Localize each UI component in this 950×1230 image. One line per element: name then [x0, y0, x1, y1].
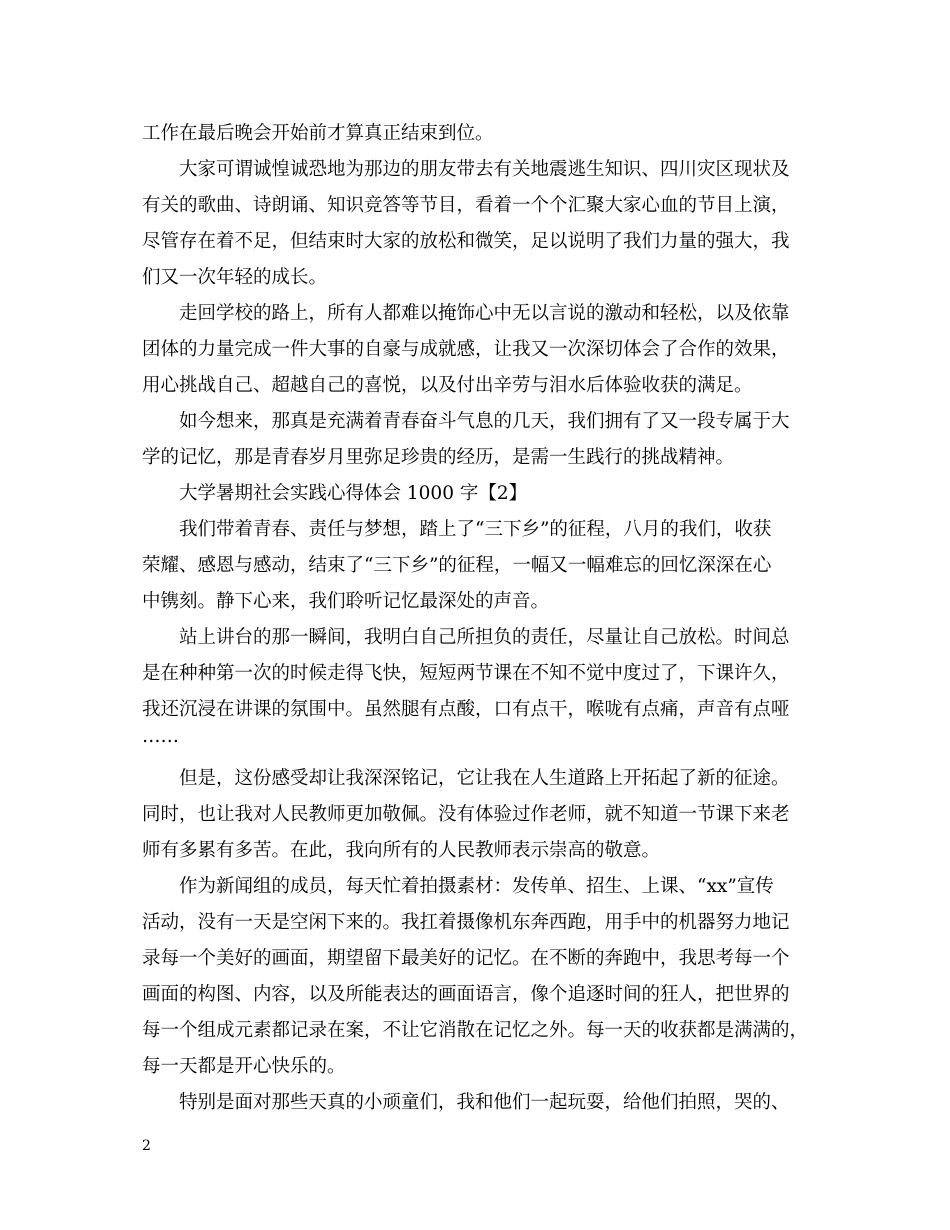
text-line: 我还沉浸在讲课的氛围中。虽然腿有点酸，口有点干，喉咙有点痛，声音有点哑: [142, 699, 790, 720]
text-line: 画面的构图、内容，以及所能表达的画面语言，像个追逐时间的狂人，把世界的: [142, 984, 790, 1005]
text-line: 是在种种第一次的时候走得飞快，短短两节课在不知不觉中度过了，下课许久，: [142, 663, 790, 684]
text-line: 录每一个美好的画面，期望留下最美好的记忆。在不断的奔跑中，我思考每一个: [142, 948, 790, 969]
text-line: 用心挑战自己、超越自己的喜悦，以及付出辛劳与泪水后体验收获的满足。: [142, 375, 753, 396]
text-line: 站上讲台的那一瞬间，我明白自己所担负的责任，尽量让自己放松。时间总: [179, 627, 790, 648]
text-line: 作为新闻组的成员，每天忙着拍摄素材：发传单、招生、上课、“xx”宣传: [179, 876, 774, 897]
text-line: 但是，这份感受却让我深深铭记，它让我在人生道路上开拓起了新的征途。: [179, 768, 790, 789]
text-line: 师有多累有多苦。在此，我向所有的人民教师表示崇高的敬意。: [142, 840, 661, 861]
text-line: 每一个组成元素都记录在案，不让它消散在记忆之外。每一天的收获都是满满的，: [142, 1020, 809, 1041]
text-line: 工作在最后晚会开始前才算真正结束到位。: [142, 123, 494, 144]
text-line: 我们带着青春、责任与梦想，踏上了“三下乡”的征程，八月的我们，收获: [179, 519, 772, 540]
text-line: 尽管存在着不足，但结束时大家的放松和微笑，足以说明了我们力量的强大，我: [142, 231, 790, 252]
text-line: 活动，没有一天是空闲下来的。我扛着摄像机东奔西跑，用手中的机器努力地记: [142, 912, 790, 933]
text-line: 走回学校的路上，所有人都难以掩饰心中无以言说的激动和轻松，以及依靠: [179, 303, 790, 324]
text-line: 们又一次年轻的成长。: [142, 267, 328, 288]
page-number: 2: [142, 1138, 151, 1154]
section-heading: 大学暑期社会实践心得体会 1000 字【2】: [179, 483, 528, 504]
text-line: 团体的力量完成一件大事的自豪与成就感，让我又一次深切体会了合作的效果，: [142, 339, 790, 360]
text-line: 学的记忆，那是青春岁月里弥足珍贵的经历，是需一生践行的挑战精神。: [142, 447, 735, 468]
text-line: 中镌刻。静下心来，我们聆听记忆最深处的声音。: [142, 591, 550, 612]
text-line: 每一天都是开心快乐的。: [142, 1056, 346, 1077]
text-line: 特别是面对那些天真的小顽童们，我和他们一起玩耍，给他们拍照，哭的、: [179, 1092, 790, 1113]
text-line: 有关的歌曲、诗朗诵、知识竞答等节目，看着一个个汇聚大家心血的节目上演，: [142, 195, 790, 216]
text-line: 如今想来，那真是充满着青春奋斗气息的几天，我们拥有了又一段专属于大: [179, 411, 790, 432]
text-line: ……: [142, 726, 179, 747]
text-line: 荣耀、感恩与感动，结束了“三下乡”的征程，一幅又一幅难忘的回忆深深在心: [142, 555, 772, 576]
text-line: 大家可谓诚惶诚恐地为那边的朋友带去有关地震逃生知识、四川灾区现状及: [179, 159, 790, 180]
text-line: 同时，也让我对人民教师更加敬佩。没有体验过作老师，就不知道一节课下来老: [142, 804, 790, 825]
